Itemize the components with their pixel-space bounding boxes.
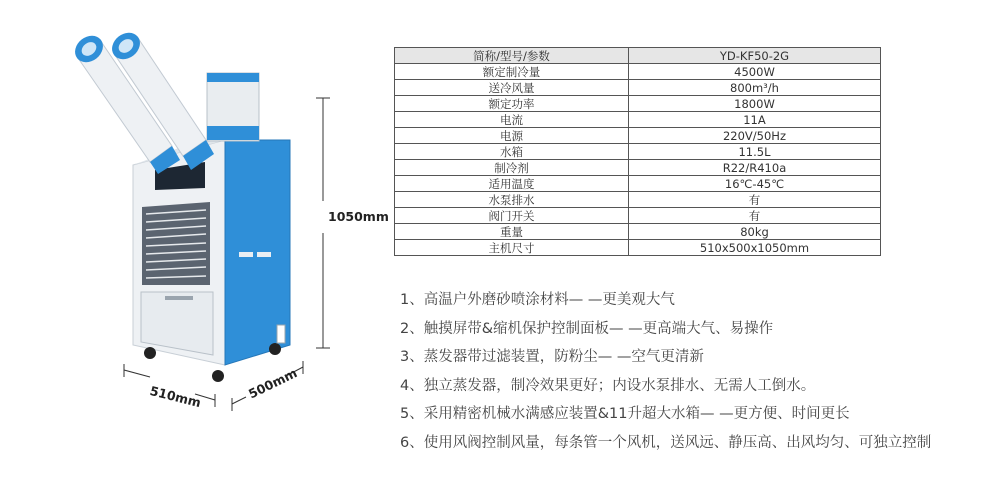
spec-name: 电流 — [395, 112, 629, 128]
table-row — [395, 80, 881, 96]
table-row — [395, 224, 881, 240]
table-row — [395, 160, 881, 176]
spec-name: 制冷剂 — [395, 160, 629, 176]
spec-value: 有 — [629, 208, 881, 224]
spec-name: 水泵排水 — [395, 192, 629, 208]
feature-item: 6、使用风阀控制风量，每条管一个风机，送风远、静压高、出风均匀、可独立控制 — [400, 434, 932, 451]
table-row — [395, 144, 881, 160]
spec-value: R22/R410a — [629, 160, 881, 176]
spec-name: 额定制冷量 — [395, 64, 629, 80]
spec-value: 16℃-45℃ — [629, 176, 881, 192]
spec-value: 4500W — [629, 64, 881, 80]
spec-value: 510x500x1050mm — [629, 240, 881, 256]
table-row — [395, 64, 881, 80]
feature-item: 4、独立蒸发器，制冷效果更好；内设水泵排水、无需人工倒水。 — [400, 377, 816, 394]
spec-name: 额定功率 — [395, 96, 629, 112]
table-row — [395, 208, 881, 224]
spec-name: 阀门开关 — [395, 208, 629, 224]
table-row — [395, 176, 881, 192]
width-dimension-label: 510mm — [148, 383, 203, 411]
table-row — [395, 128, 881, 144]
spec-value: 有 — [629, 192, 881, 208]
spec-value: 80kg — [629, 224, 881, 240]
spec-name: 重量 — [395, 224, 629, 240]
spec-name: 电源 — [395, 128, 629, 144]
table-row — [395, 96, 881, 112]
spec-value: 11.5L — [629, 144, 881, 160]
feature-item: 5、采用精密机械水满感应装置&11升超大水箱— —更方便、时间更长 — [400, 406, 850, 422]
spec-name: 主机尺寸 — [395, 240, 629, 256]
table-row — [395, 240, 881, 256]
depth-dimension-label: 500mm — [246, 365, 300, 402]
vent-grille — [142, 202, 210, 285]
spec-value: 1800W — [629, 96, 881, 112]
feature-item: 3、蒸发器带过滤装置，防粉尘— —空气更清新 — [400, 349, 704, 365]
feature-list — [400, 290, 931, 461]
spec-value: 800m³/h — [629, 80, 881, 96]
spec-name: 水箱 — [395, 144, 629, 160]
table-header-cell: 简称/型号/参数 — [395, 48, 629, 64]
spec-name: 适用温度 — [395, 176, 629, 192]
table-header-cell: YD-KF50-2G — [629, 48, 881, 64]
height-dimension-label: 1050mm — [328, 209, 389, 224]
table-row — [395, 192, 881, 208]
spec-table — [394, 47, 881, 256]
table-row — [395, 112, 881, 128]
spec-name: 送冷风量 — [395, 80, 629, 96]
feature-item: 1、高温户外磨砂喷涂材料— —更美观大气 — [400, 292, 675, 308]
feature-item: 2、触摸屏带&缩机保护控制面板— —更高端大气、易操作 — [400, 320, 774, 337]
table-header-row — [395, 48, 881, 64]
spec-value: 11A — [629, 112, 881, 128]
spec-value: 220V/50Hz — [629, 128, 881, 144]
condenser-cylinder — [207, 73, 259, 141]
